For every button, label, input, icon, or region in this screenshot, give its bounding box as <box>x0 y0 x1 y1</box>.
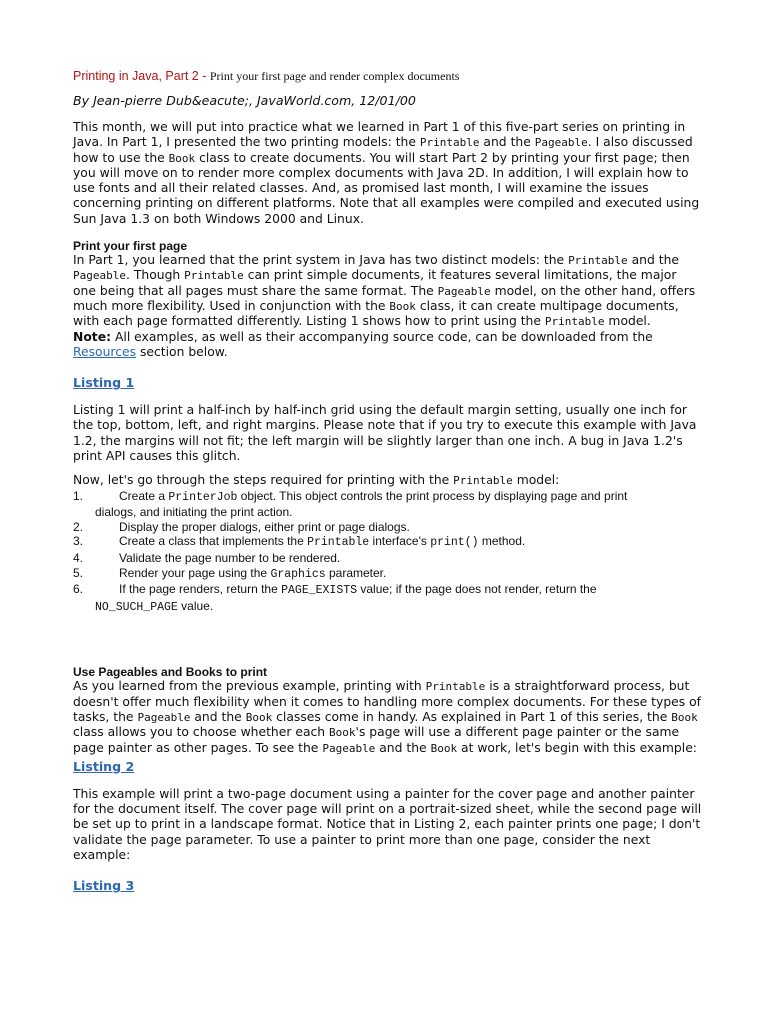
section-heading-pageables-books: Use Pageables and Books to print <box>73 665 268 680</box>
note-paragraph: Note: All examples, as well as their accompanying source code, can be downloaded from the Resources section below. <box>73 329 653 359</box>
listing-2-link[interactable]: Listing 2 <box>73 758 135 774</box>
article-title: Printing in Java, Part 2 - <box>73 69 210 83</box>
list-item: 1. Create a PrinterJob object. This object controls the print process by displaying page and print dialogs, and initiating the print action. <box>73 488 628 520</box>
section1-paragraph: In Part 1, you learned that the print system in Java has two distinct models: the Printable and the Pageable. Though Printable can print simple documents, it features several limitations, the major one being that all pages must share the same format. The Pageable model, on the other hand, offers much more flexibility. Used in conjunction with the Book class, it can create multipage documents, with each page formatted differently. Listing 1 shows how to print using the Printable model. <box>73 253 696 329</box>
list-item: 3. Create a class that implements the Printable interface's print() method. <box>73 534 526 550</box>
article-subtitle: Print your first page and render complex documents <box>209 69 460 83</box>
note-label: Note: <box>73 329 112 344</box>
intro-paragraph: This month, we will put into practice what we learned in Part 1 of this five-part series on printing in Java. In Part 1, I presented the two printing models: the Printable and the Pageable. I also discussed how to use the Book class to create documents. You will start Part 2 by printing your first page; then you will move on to render more complex documents with Java 2D. In addition, I will explain how to use fonts and all their related classes. And, as promised last month, I will examine the issues concerning printing on different platforms. Note that all examples were compiled and executed using Sun Java 1.3 on both Windows 2000 and Linux. <box>73 120 700 226</box>
article <box>73 68 703 894</box>
byline: By Jean-pierre Dub&eacute;, JavaWorld.com, 12/01/00 <box>73 93 416 108</box>
article-title-line <box>73 68 703 84</box>
list-item: 4. Validate the page number to be rendered. <box>73 551 341 566</box>
steps-intro: Now, let's go through the steps required for printing with the Printable model: <box>73 473 560 488</box>
listing1-description: Listing 1 will print a half-inch by half-inch grid using the default margin setting, usually one inch for the top, bottom, left, and right margins. Please note that if you try to execute this example with Java 1.2, the margins will not fit; the left margin will be slightly larger than one inch. A bug in Java 1.2's print API causes this glitch. <box>73 403 697 464</box>
listing2-description: This example will print a two-page document using a painter for the cover page and another painter for the document itself. The cover page will print on a portrait-sized sheet, while the second page will be set up to print in a landscape format. Notice that in Listing 2, each painter prints one page; I don't validate the page parameter. To use a painter to print more than one page, consider the next example: <box>73 786 702 863</box>
listing-3-link[interactable]: Listing 3 <box>73 878 135 894</box>
list-item: 2. Display the proper dialogs, either print or page dialogs. <box>73 519 410 534</box>
list-item: 5. Render your page using the Graphics parameter. <box>73 565 387 581</box>
resources-link[interactable]: Resources <box>73 344 137 359</box>
section-heading-print-first-page: Print your first page <box>73 239 188 254</box>
listing-1-link[interactable]: Listing 1 <box>73 375 135 391</box>
section2-paragraph: As you learned from the previous example, printing with Printable is a straightforward process, but doesn't offer much flexibility when it comes to handling more complex documents. For these types of tasks, the Pageable and the Book classes come in handy. As explained in Part 1 of this series, the Book class allows you to choose whether each Book's page will use a different page painter or the same page painter as other pages. To see the Pageable and the Book at work, let's begin with this example: <box>73 679 702 755</box>
steps-list <box>73 489 703 616</box>
list-item: 6. If the page renders, return the PAGE_EXISTS value; if the page does not render, return the NO_SUCH_PAGE value. <box>73 582 597 614</box>
